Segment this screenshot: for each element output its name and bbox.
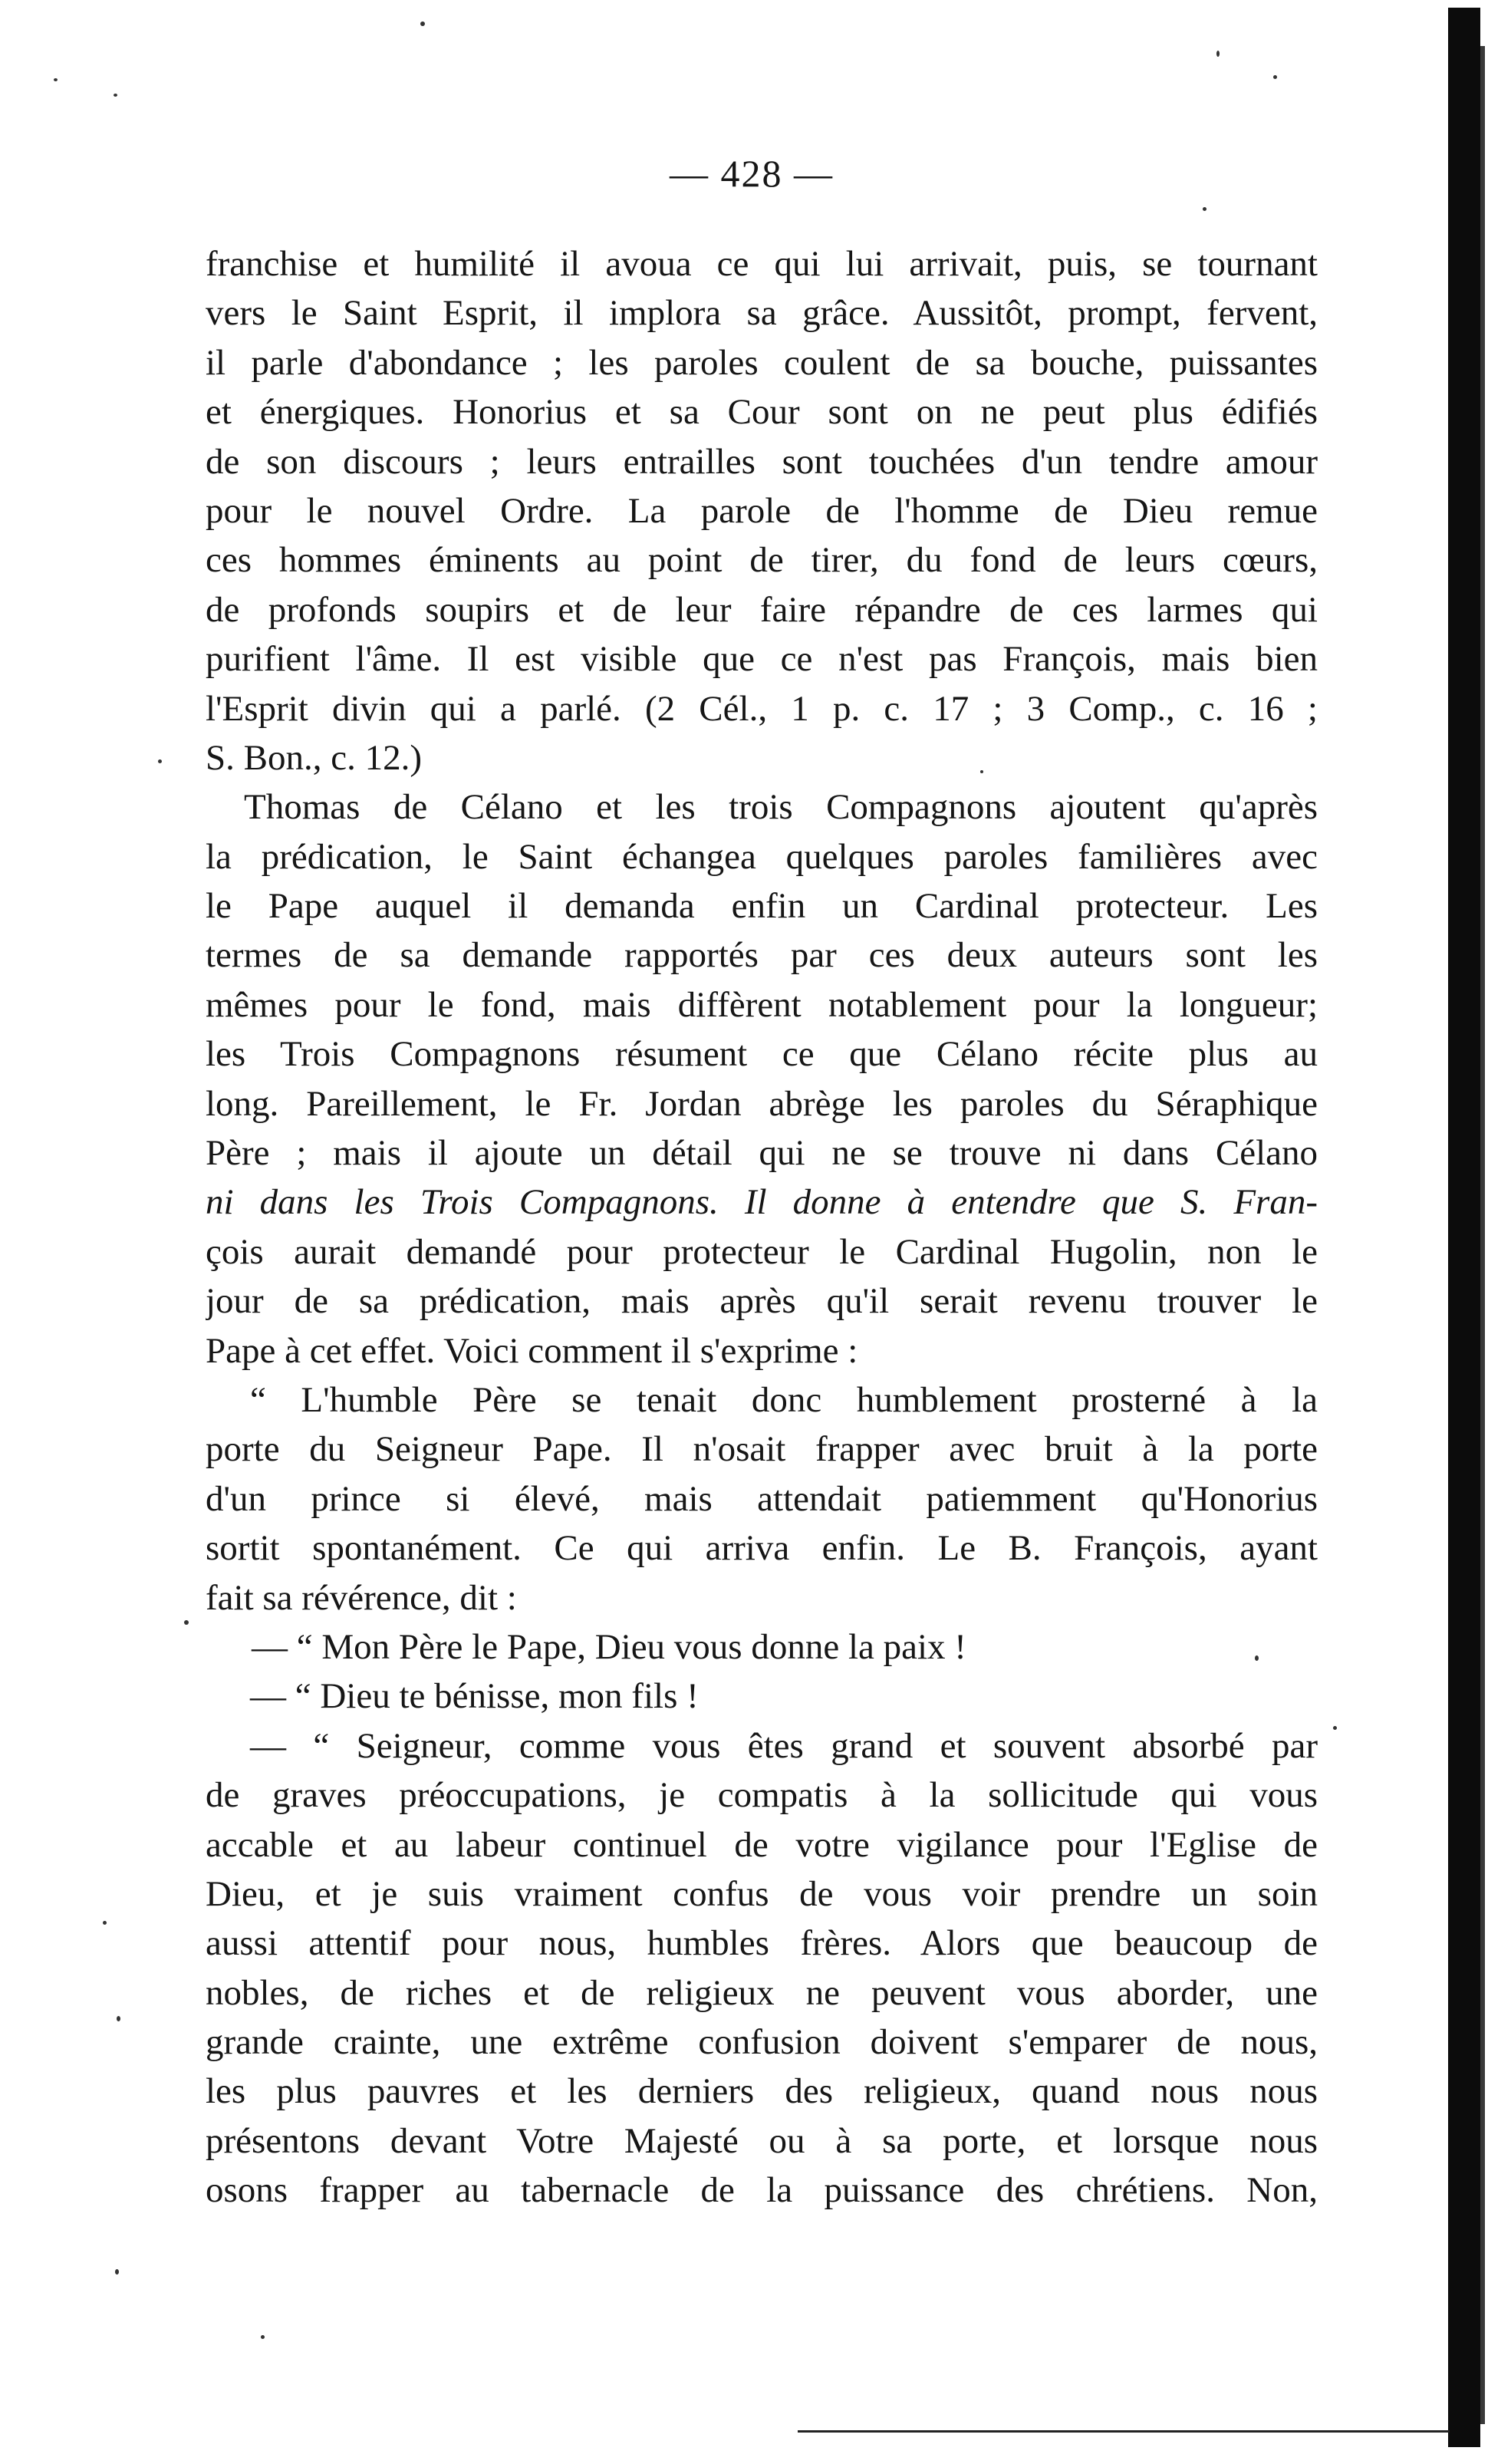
text-line: termes de sa demande rapportés par ces deux auteurs sont les [206,935,1318,976]
text-line: aussi attentif pour nous, humbles frères. Alors que beaucoup de [206,1923,1318,1964]
text-line: Dieu, et je suis vraiment confus de vous voir prendre un soin [206,1873,1318,1914]
scan-speck [158,759,162,763]
scan-speck [261,2335,265,2339]
scan-speck [184,1620,189,1625]
text-line: fait sa révérence, dit : [206,1577,517,1618]
body-text [206,239,1318,2215]
text-line: nobles, de riches et de religieux ne peuvent vous aborder, une [206,1972,1318,2013]
text-line: il parle d'abondance ; les paroles coulent de sa bouche, puissantes [206,342,1318,383]
bottom-scan-rule [798,2430,1450,2433]
text-line: de son discours ; leurs entrailles sont touchées d'un tendre amour [206,441,1318,482]
text-line: Thomas de Célano et les trois Compagnons ajoutent qu'après [244,787,1318,828]
scan-speck [115,2269,119,2275]
page-edge-margin [1480,46,1485,2424]
text-line: et énergiques. Honorius et sa Cour sont on ne peut plus édifiés [206,392,1318,433]
scan-speck [103,1921,107,1925]
text-line: le Pape auquel il demanda enfin un Cardinal protecteur. Les [206,886,1318,927]
text-line: franchise et humilité il avoua ce qui lui arrivait, puis, se tournant [206,244,1318,284]
text-line: d'un prince si élevé, mais attendait patiemment qu'Honorius [206,1478,1318,1519]
text-line: l'Esprit divin qui a parlé. (2 Cél., 1 p. c. 17 ; 3 Comp., c. 16 ; [206,688,1318,729]
text-line: les Trois Compagnons résument ce que Célano récite plus au [206,1034,1318,1075]
scan-speck [1216,51,1220,57]
text-line: purifient l'âme. Il est visible que ce n'est pas François, mais bien [206,639,1318,680]
text-line: présentons devant Votre Majesté ou à sa porte, et lorsque nous [206,2120,1318,2161]
text-line: “ L'humble Père se tenait donc humblement prosterné à la [250,1379,1318,1420]
text-line: pour le nouvel Ordre. La parole de l'homme de Dieu remue [206,490,1318,531]
scan-speck [117,2016,120,2021]
text-line: accable et au labeur continuel de votre vigilance pour l'Eglise de [206,1824,1318,1865]
text-line: vers le Saint Esprit, il implora sa grâce. Aussitôt, prompt, fervent, [206,293,1318,334]
paragraph [206,1672,1318,1721]
text-line: sortit spontanément. Ce qui arriva enfin. Le B. François, ayant [206,1528,1318,1569]
scan-speck [420,21,425,26]
paragraph [206,1622,1318,1672]
text-line: porte du Seigneur Pape. Il n'osait frapper avec bruit à la porte [206,1429,1318,1470]
page-edge-shadow [1448,8,1480,2447]
text-line: de profonds soupirs et de leur faire répandre de ces larmes qui [206,589,1318,630]
text-line: jour de sa prédication, mais après qu'il serait revenu trouver le [206,1281,1318,1322]
text-line: S. Bon., c. 12.) [206,737,422,778]
scan-speck [1273,75,1277,79]
paragraph [206,239,1318,782]
scan-speck [114,94,117,97]
text-line: osons frapper au tabernacle de la puissance des chrétiens. Non, [206,2170,1318,2211]
text-line: — “ Dieu te bénisse, mon fils ! [250,1676,699,1717]
text-line: — “ Seigneur, comme vous êtes grand et souvent absorbé par [250,1725,1318,1766]
page-number: — 428 — [670,152,834,195]
text-line: ni dans les Trois Compagnons. Il donne à entendre que S. Fran- [206,1182,1318,1223]
text-line: ces hommes éminents au point de tirer, du fond de leurs cœurs, [206,540,1318,581]
text-line: les plus pauvres et les derniers des religieux, quand nous nous [206,2071,1318,2112]
text-line: Père ; mais il ajoute un détail qui ne se trouve ni dans Célano [206,1133,1318,1174]
text-line: çois aurait demandé pour protecteur le Cardinal Hugolin, non le [206,1231,1318,1272]
text-line: mêmes pour le fond, mais diffèrent notablement pour la longueur; [206,984,1318,1025]
scan-speck [1203,207,1206,211]
paragraph [206,782,1318,1375]
paragraph [206,1375,1318,1622]
scan-speck [54,78,58,81]
text-line: de graves préoccupations, je compatis à la sollicitude qui vous [206,1775,1318,1816]
paragraph [206,1721,1318,2215]
text-line: Pape à cet effet. Voici comment il s'exprime : [206,1330,858,1371]
text-line: — “ Mon Père le Pape, Dieu vous donne la paix ! [252,1626,966,1667]
text-line: grande crainte, une extrême confusion doivent s'emparer de nous, [206,2022,1318,2063]
text-line: la prédication, le Saint échangea quelques paroles familières avec [206,836,1318,877]
scan-speck [1333,1726,1337,1730]
text-line: long. Pareillement, le Fr. Jordan abrège les paroles du Séraphique [206,1083,1318,1124]
